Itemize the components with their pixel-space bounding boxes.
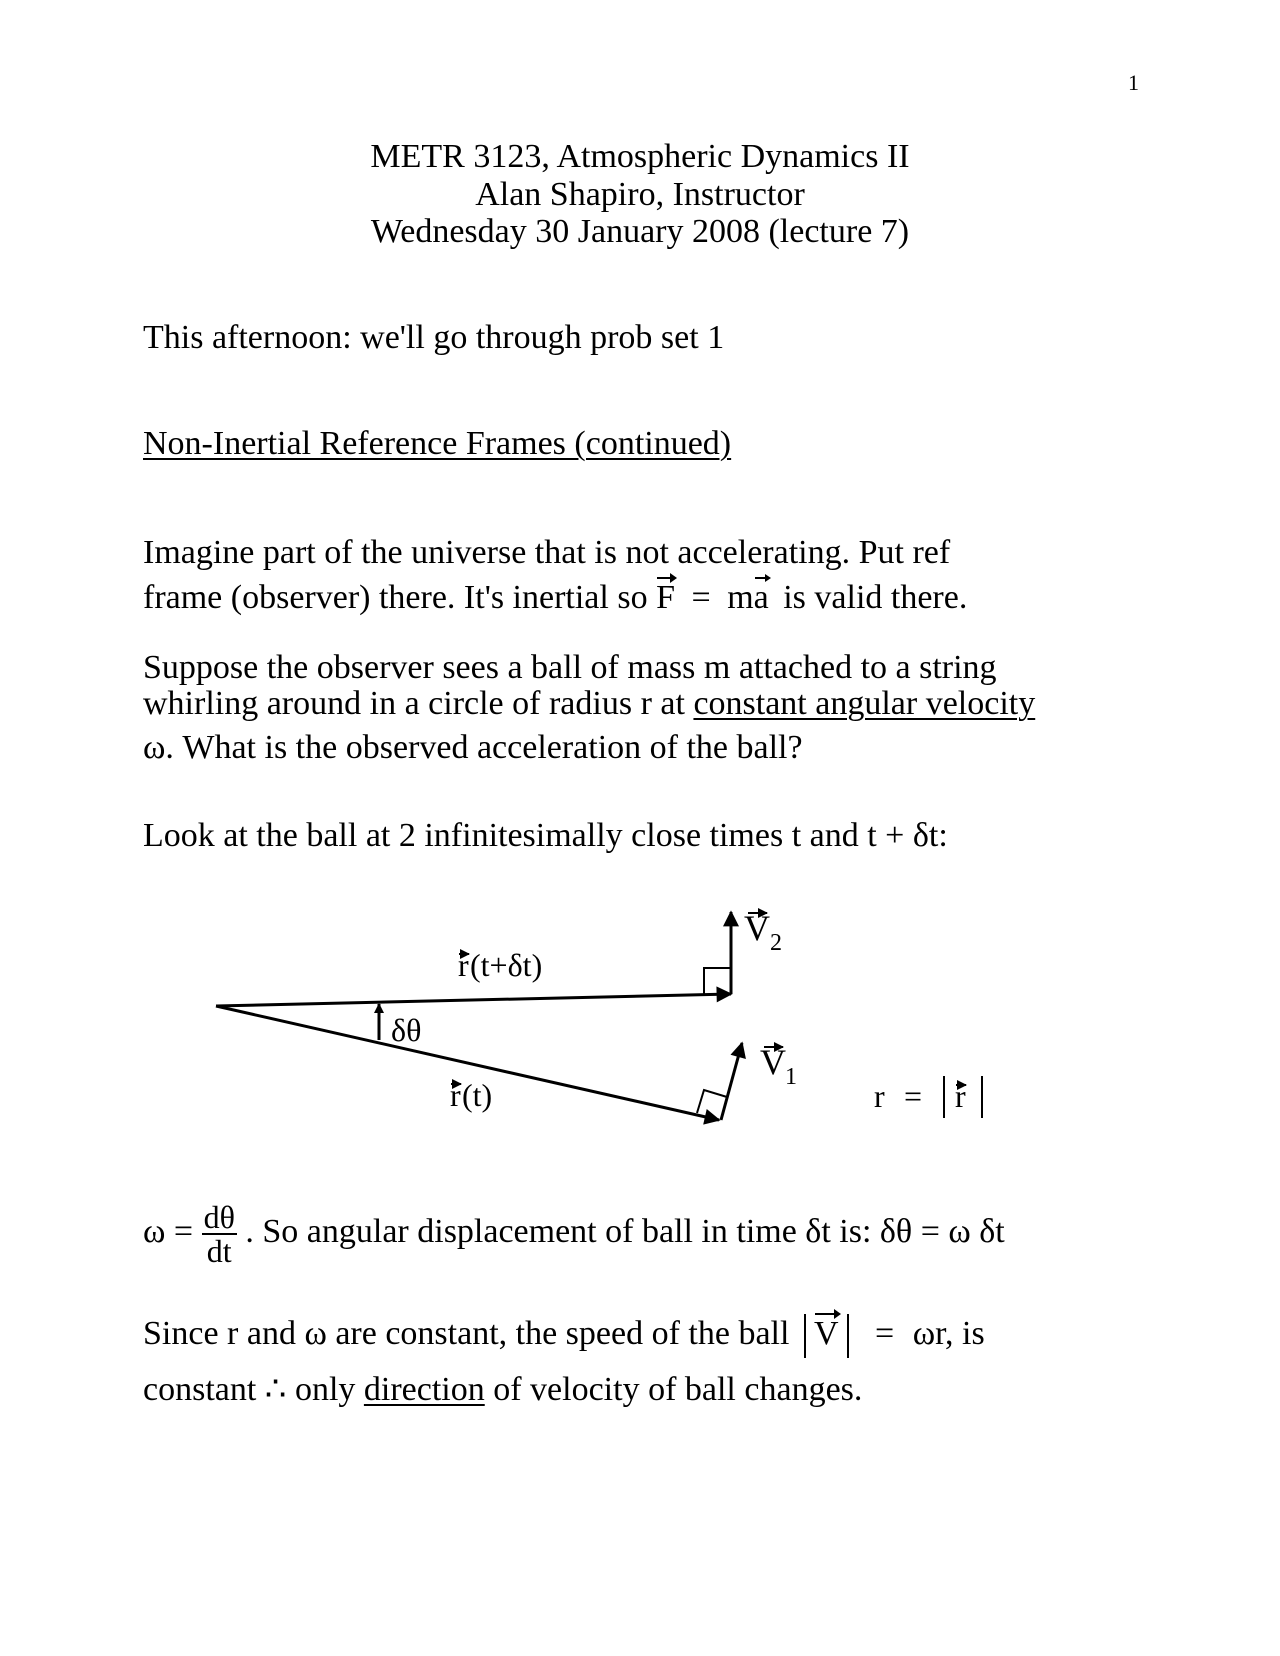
r-now-vec: r (450, 1077, 461, 1113)
r-def-vec: r (955, 1078, 966, 1114)
v2-sub: 2 (770, 930, 782, 956)
omega-line-text: . So angular displacement of ball in time δt is: δθ = ω δt (245, 1213, 1005, 1250)
speed-line-2-tail: of velocity of ball changes. (484, 1371, 863, 1408)
v2-vec: V (744, 908, 770, 948)
radius-definition (874, 1076, 982, 1118)
speed-line-1-text: Since r and ω are constant, the speed of the ball (143, 1315, 790, 1352)
para3-line: Look at the ball at 2 infinitesimally close times t and t + δt: (143, 817, 948, 854)
page-number: 1 (1128, 70, 1139, 95)
section-title: Non-Inertial Reference Frames (continued) (143, 425, 732, 462)
r-later-arg: (t+δt) (470, 947, 543, 983)
r-def-lhs: r (874, 1078, 885, 1114)
equals-sign: = (875, 1315, 895, 1352)
speed-line-1-tail: , is (945, 1315, 985, 1352)
r-later-label (458, 947, 542, 983)
equals-sign: = (691, 579, 711, 616)
para1-line1: Imagine part of the universe that is not accelerating. Put ref (143, 534, 951, 571)
notice-line: This afternoon: we'll go through prob set 1 (143, 319, 725, 356)
r-now-arg: (t) (462, 1077, 493, 1113)
v1-label (760, 1042, 797, 1090)
v1-vec: V (760, 1042, 786, 1082)
velocity-vector: V (813, 1315, 839, 1352)
para2-line2-text: whirling around in a circle of radius r at (143, 685, 694, 722)
para2-line1: Suppose the observer sees a ball of mass m attached to a string (143, 649, 997, 686)
para1-line2-tail: is valid there. (783, 579, 968, 616)
omega-r: ωr (912, 1315, 946, 1352)
para2-line3: ω. What is the observed acceleration of the ball? (143, 729, 803, 766)
fraction-denominator: dt (206, 1233, 232, 1270)
underlined-phrase: constant angular velocity (693, 685, 1036, 722)
r-later-vec: r (458, 947, 469, 983)
instructor-line: Alan Shapiro, Instructor (475, 176, 805, 213)
fraction-numerator: dθ (203, 1199, 235, 1236)
force-vector: F (656, 579, 675, 616)
para1-line2-text: frame (observer) there. It's inertial so (143, 579, 657, 616)
speed-line-2 (143, 1370, 862, 1410)
v2-label (744, 908, 782, 956)
abs-bar-left (804, 1314, 806, 1358)
speed-line-1 (143, 1314, 985, 1358)
course-title: METR 3123, Atmospheric Dynamics II (370, 138, 910, 175)
velocity-vector-1 (721, 1043, 742, 1120)
delta-theta-label: δθ (391, 1012, 422, 1048)
mass-symbol: m (727, 579, 754, 616)
underlined-word: direction (363, 1371, 485, 1408)
r-def-eq: = (904, 1078, 923, 1114)
r-now-label (450, 1077, 492, 1113)
omega-lhs: ω = (143, 1213, 194, 1250)
abs-bar-right (847, 1314, 849, 1358)
speed-line-2-text: constant ∴ only (143, 1371, 364, 1408)
right-angle-marker-2 (704, 968, 731, 994)
lecture-date: Wednesday 30 January 2008 (lecture 7) (370, 213, 910, 250)
dtheta-dt-fraction (202, 1199, 237, 1270)
position-vector-later (216, 994, 731, 1006)
v1-sub: 1 (785, 1064, 797, 1090)
omega-line (143, 1199, 1005, 1270)
acceleration-vector: a (753, 579, 769, 616)
